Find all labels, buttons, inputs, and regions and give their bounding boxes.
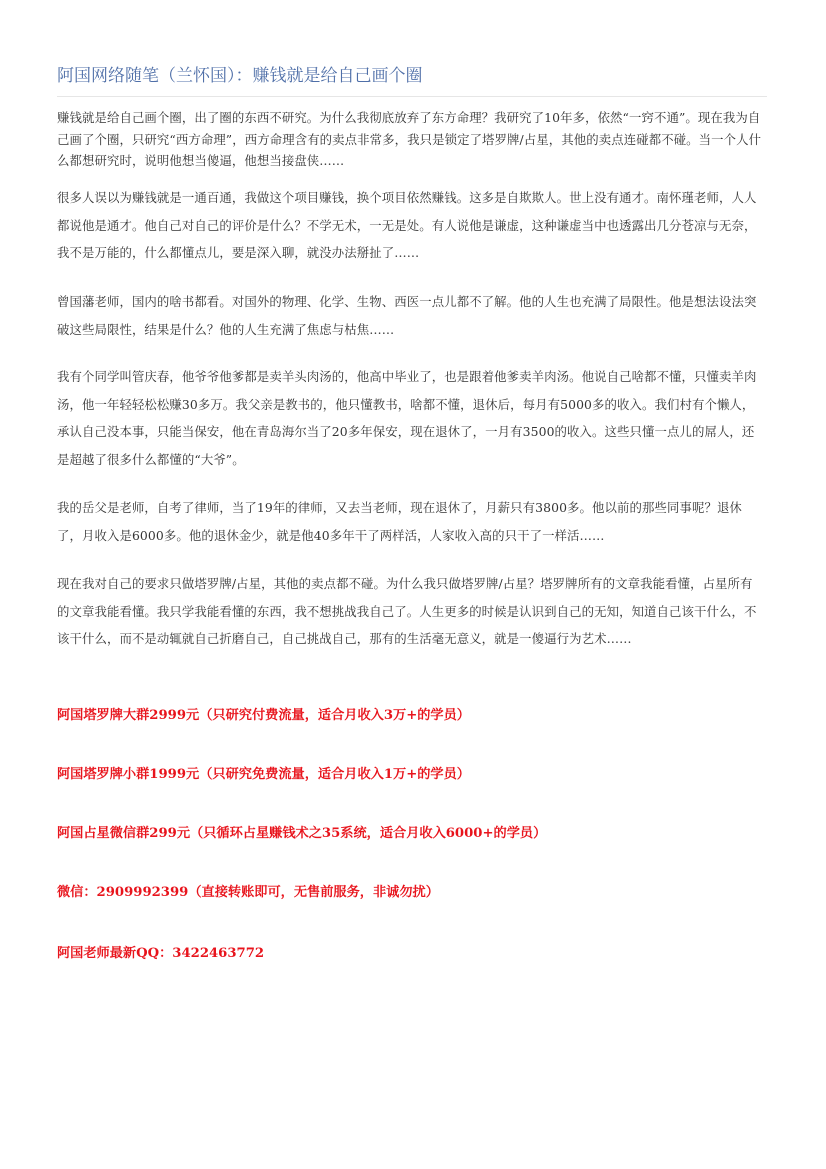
paragraph-intro: 赚钱就是给自己画个圈，出了圈的东西不研究。为什么我彻底放弃了东方命理？我研究了10年多，依然“一窍不通”。现在我为自己画了个圈，只研究“西方命理”，西方命理含有的卖点非常多，我只是锁定了塔罗牌/占星，其他的卖点连碰都不碰。当一个人什么都想研究时，说明他想当傻逼，他想当接盘侠…… — [57, 110, 762, 169]
article-title: 阿国网络随笔（兰怀国）：赚钱就是给自己画个圈 — [57, 66, 423, 86]
paragraph-father-in-law: 我的岳父是老师，自考了律师，当了19年的律师，又去当老师，现在退休了，月薪只有3800多。他以前的那些同事呢？退休了，月收入是6000多。他的退休金少，就是他40多年干了两样活，人家收入高的只干了一样活…… — [57, 500, 742, 543]
promo-qq-contact: 阿国老师最新QQ：3422463772 — [57, 946, 265, 961]
paragraph-classmate: 我有个同学叫管庆春，他爷爷他爹都是卖羊头肉汤的，他高中毕业了，也是跟着他爹卖羊肉汤。他说自己啥都不懂，只懂卖羊肉汤，他一年轻轻松松赚30多万。我父亲是教书的，他只懂教书，啥都不懂，退休后，每月有5000多的收入。我们村有个懒人，承认自己没本事，只能当保安，他在青岛海尔当了20多年保安，现在退休了，一月有3500的收入。这些只懂一点儿的屌人，还是超越了很多什么都懂的“大爷”。 — [57, 369, 757, 467]
promo-tarot-large-group: 阿国塔罗牌大群2999元（只研究付费流量，适合月收入3万+的学员） — [57, 708, 470, 723]
promo-tarot-small-group: 阿国塔罗牌小群1999元（只研究免费流量，适合月收入1万+的学员） — [57, 767, 470, 782]
paragraph-focus: 现在我对自己的要求只做塔罗牌/占星，其他的卖点都不碰。为什么我只做塔罗牌/占星？塔罗牌所有的文章我能看懂，占星所有的文章我能看懂。我只学我能看懂的东西，我不想挑战我自己了。人生更多的时候是认识到自己的无知，知道自己该干什么，不该干什么，而不是动辄就自己折磨自己，自己挑战自己，那有的生活毫无意义，就是一傻逼行为艺术…… — [57, 576, 757, 646]
promo-wechat-contact: 微信：2909992399（直接转账即可，无售前服务，非诚勿扰） — [57, 885, 439, 900]
paragraph-zeng-guofan: 曾国藩老师，国内的啥书都看。对国外的物理、化学、生物、西医一点儿都不了解。他的人生也充满了局限性。他是想法设法突破这些局限性，结果是什么？他的人生充满了焦虑与枯焦…… — [57, 294, 757, 337]
title-divider — [57, 96, 767, 97]
promo-astrology-group: 阿国占星微信群299元（只循环占星赚钱术之35系统，适合月收入6000+的学员） — [57, 826, 547, 841]
paragraph-generalist: 很多人误以为赚钱就是一通百通，我做这个项目赚钱，换个项目依然赚钱。这多是自欺欺人。世上没有通才。南怀瑾老师，人人都说他是通才。他自己对自己的评价是什么？不学无术，一无是处。有人说他是谦虚，这种谦虚当中也透露出几分苍凉与无奈，我不是万能的，什么都懂点儿，要是深入聊，就没办法掰扯了…… — [57, 190, 757, 260]
